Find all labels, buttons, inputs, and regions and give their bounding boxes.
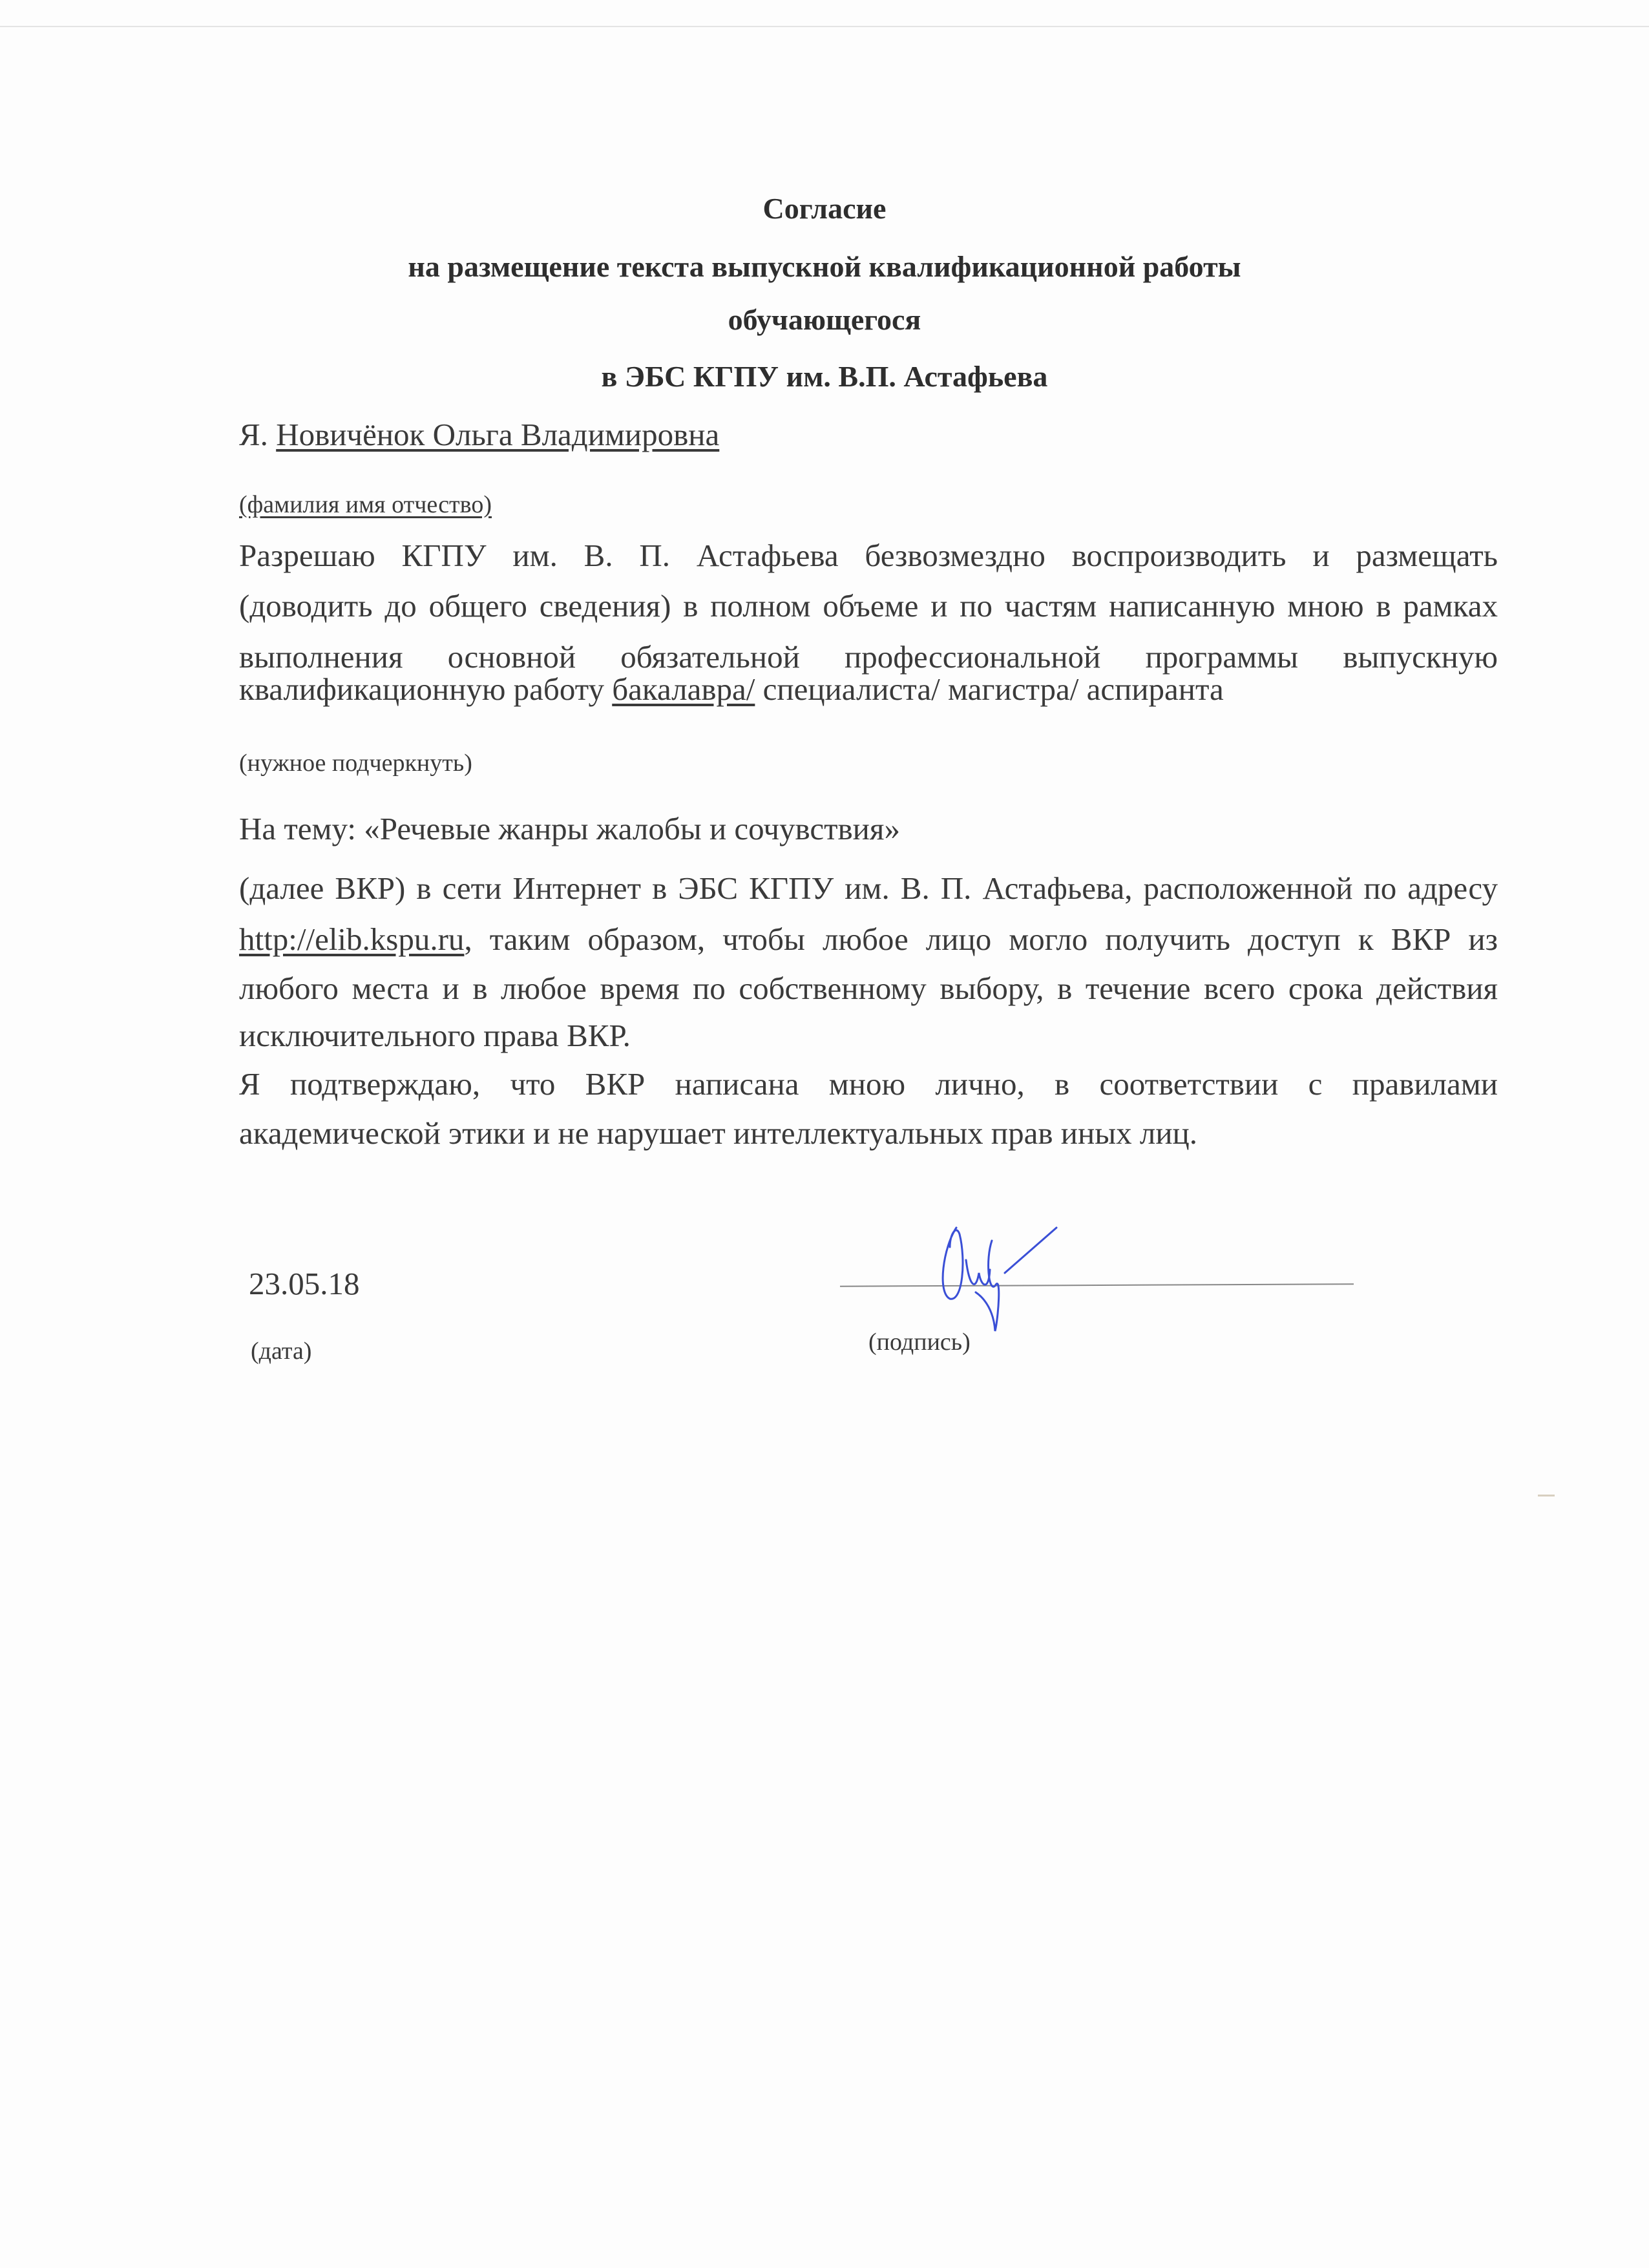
scan-speck <box>1538 1495 1555 1496</box>
scan-edge-line <box>0 26 1649 27</box>
date-caption: (дата) <box>251 1338 312 1365</box>
handwritten-signature <box>930 1221 1111 1338</box>
library-url-link[interactable]: http://elib.kspu.ru <box>239 921 465 957</box>
placement-line-3: любого места и в любое время по собственному выбору, в течение всего срока действия <box>239 971 1498 1006</box>
date-value: 23.05.18 <box>249 1266 360 1301</box>
placement-line-1: (далее ВКР) в сети Интернет в ЭБС КГПУ им. В. П. Астафьева, расположенной по адресу <box>239 870 1498 906</box>
signature-caption: (подпись) <box>868 1328 971 1356</box>
title-line-3: обучающегося <box>728 303 921 336</box>
title-line-4: в ЭБС КГПУ им. В.П. Астафьева <box>601 360 1048 393</box>
permission-line-3: выполнения основной обязательной профессиональной программы выпускную <box>239 639 1498 675</box>
confirmation-line-2: академической этики и не нарушает интеллектуальных прав иных лиц. <box>239 1115 1198 1151</box>
placement-line-2: http://elib.kspu.ru, таким образом, чтобы любое лицо могло получить доступ к ВКР из <box>239 921 1498 957</box>
confirmation-line-1: Я подтверждаю, что ВКР написана мною лично, в соответствии с правилами <box>239 1066 1498 1102</box>
degree-caption: (нужное подчеркнуть) <box>239 750 472 777</box>
permission-line-4: квалификационную работу бакалавра/ специалиста/ магистра/ аспиранта <box>239 671 1224 707</box>
placement-line-4: исключительного права ВКР. <box>239 1018 631 1053</box>
permission-line-2: (доводить до общего сведения) в полном объеме и по частям написанную мною в рамках <box>239 588 1498 624</box>
name-caption: (фамилия имя отчество) <box>239 491 492 518</box>
degree-selected: бакалавра/ <box>612 671 755 707</box>
title-line-2: на размещение текста выпускной квалификационной работы <box>408 250 1241 283</box>
name-line <box>239 419 719 450</box>
name-prefix: Я. <box>239 417 268 452</box>
title-line-1: Согласие <box>762 192 887 225</box>
student-name: Новичёнок Ольга Владимировна <box>276 417 720 452</box>
permission-line-1: Разрешаю КГПУ им. В. П. Астафьева безвозмездно воспроизводить и размещать <box>239 538 1498 573</box>
topic: На тему: «Речевые жанры жалобы и сочувствия» <box>239 811 900 846</box>
